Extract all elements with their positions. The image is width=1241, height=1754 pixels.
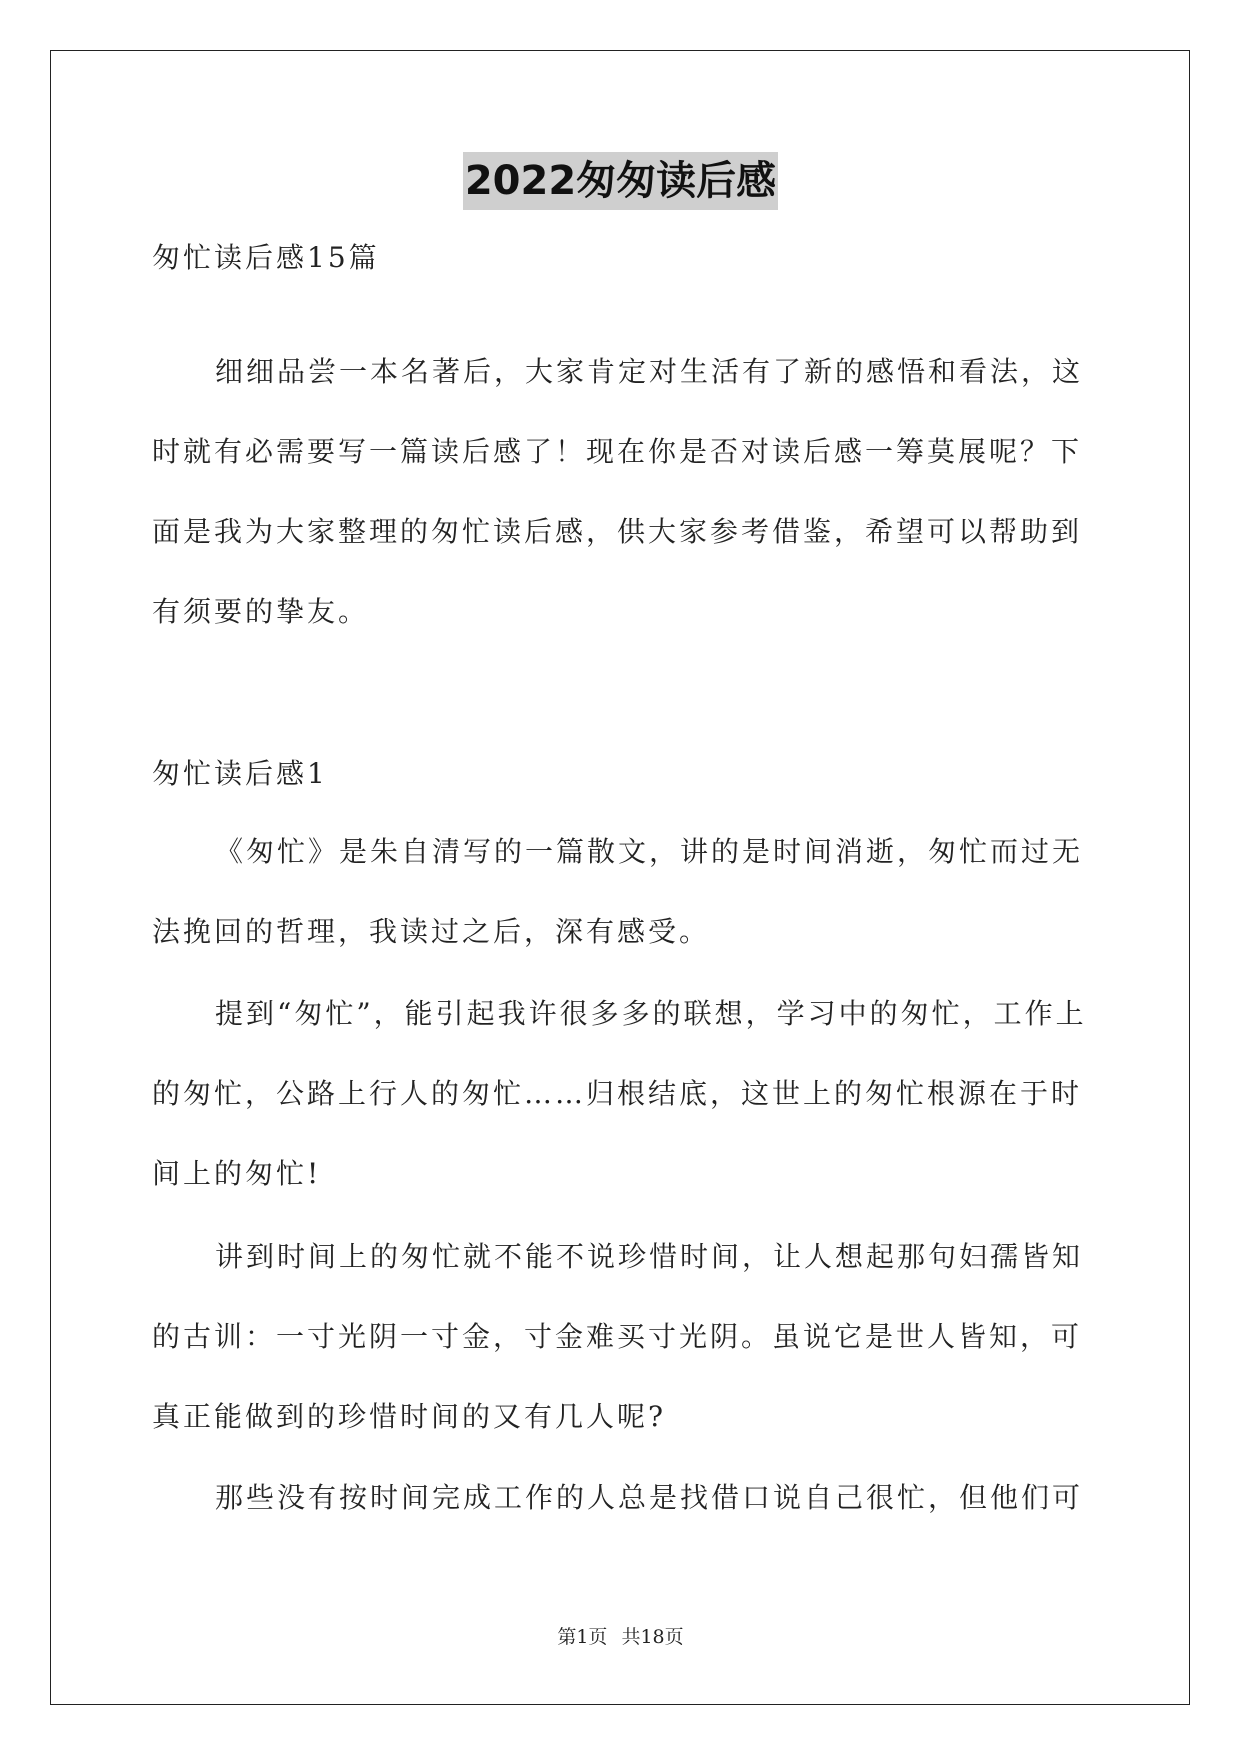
- document-subtitle: 匆忙读后感15篇: [152, 241, 380, 274]
- body-paragraph-2: 提到“匆忙”，能引起我许很多多的联想，学习中的匆忙，工作上的匆忙，公路上行人的匆忙……归根结底，这世上的匆忙根源在于时间上的匆忙!: [152, 997, 1087, 1190]
- intro-paragraph: 细细品尝一本名著后，大家肯定对生活有了新的感悟和看法，这时就有必需要写一篇读后感了！现在你是否对读后感一筹莫展呢？下面是我为大家整理的匆忙读后感，供大家参考借鉴，希望可以帮助到有须要的挚友。: [152, 355, 1084, 628]
- title-wrap: [0, 152, 1241, 210]
- body-paragraph-3: 讲到时间上的匆忙就不能不说珍惜时间，让人想起那句妇孺皆知的古训：一寸光阴一寸金，寸金难买寸光阴。虽说它是世人皆知，可真正能做到的珍惜时间的又有几人呢?: [152, 1240, 1084, 1433]
- page-footer: [0, 1622, 1241, 1649]
- body-paragraph-4: 那些没有按时间完成工作的人总是找借口说自己很忙，但他们可: [215, 1481, 1084, 1514]
- page-number: 第1页: [557, 1626, 608, 1648]
- section-heading: 匆忙读后感1: [152, 757, 328, 790]
- document-title: 2022匆匆读后感: [463, 152, 778, 210]
- body-paragraph-1: 《匆忙》是朱自清写的一篇散文，讲的是时间消逝，匆忙而过无法挽回的哲理，我读过之后，深有感受。: [152, 835, 1084, 948]
- page-total: 共18页: [621, 1626, 684, 1648]
